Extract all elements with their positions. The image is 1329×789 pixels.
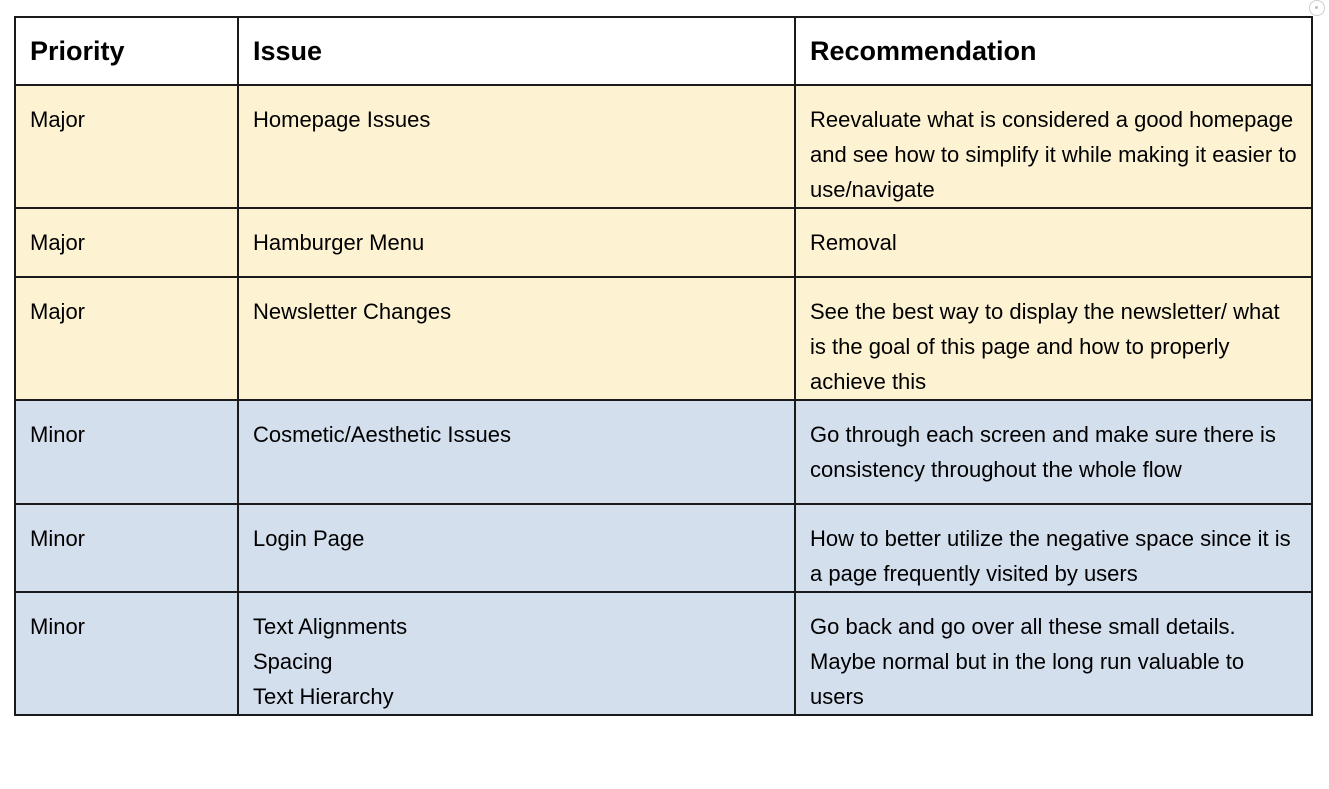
issue-text-alignments: Text Alignments	[253, 614, 408, 639]
recommendation-cell: Go through each screen and make sure there is consistency throughout the whole flow	[795, 400, 1312, 504]
priority-issues-table	[14, 16, 1313, 716]
header-issue: Issue	[238, 17, 795, 85]
issue-cell	[238, 400, 795, 504]
corner-handle-icon[interactable]	[1309, 0, 1325, 16]
issue-text: Cosmetic/Aesthetic Issues	[253, 422, 511, 447]
issue-text: Hamburger Menu	[253, 230, 425, 255]
issue-text-spacing: Spacing	[253, 649, 333, 674]
issue-cell	[238, 208, 795, 277]
table-row	[15, 592, 1312, 715]
issue-text: Homepage Issues	[253, 107, 431, 132]
issue-cell	[238, 592, 795, 715]
table-row	[15, 208, 1312, 277]
header-priority: Priority	[15, 17, 238, 85]
table-row	[15, 85, 1312, 208]
issues-table-container	[14, 16, 1311, 716]
recommendation-cell: Removal	[795, 208, 1312, 277]
priority-cell: Major	[15, 208, 238, 277]
issue-cell	[238, 85, 795, 208]
recommendation-cell: How to better utilize the negative space since it is a page frequently visited by users	[795, 504, 1312, 592]
priority-cell: Minor	[15, 592, 238, 715]
priority-cell: Major	[15, 277, 238, 400]
priority-cell: Major	[15, 85, 238, 208]
issue-cell	[238, 277, 795, 400]
table-row	[15, 504, 1312, 592]
issue-text: Login Page	[253, 526, 365, 551]
recommendation-cell: See the best way to display the newsletter/ what is the goal of this page and how to properly achieve this	[795, 277, 1312, 400]
table-row	[15, 400, 1312, 504]
recommendation-cell: Reevaluate what is considered a good homepage and see how to simplify it while making it easier to use/navigate	[795, 85, 1312, 208]
header-recommendation: Recommendation	[795, 17, 1312, 85]
issue-text-hierarchy: Text Hierarchy	[253, 684, 394, 709]
priority-cell: Minor	[15, 400, 238, 504]
issue-text: Newsletter Changes	[253, 299, 452, 324]
recommendation-cell: Go back and go over all these small details. Maybe normal but in the long run valuable to users	[795, 592, 1312, 715]
issue-cell	[238, 504, 795, 592]
table-header-row	[15, 17, 1312, 85]
priority-cell: Minor	[15, 504, 238, 592]
table-row	[15, 277, 1312, 400]
